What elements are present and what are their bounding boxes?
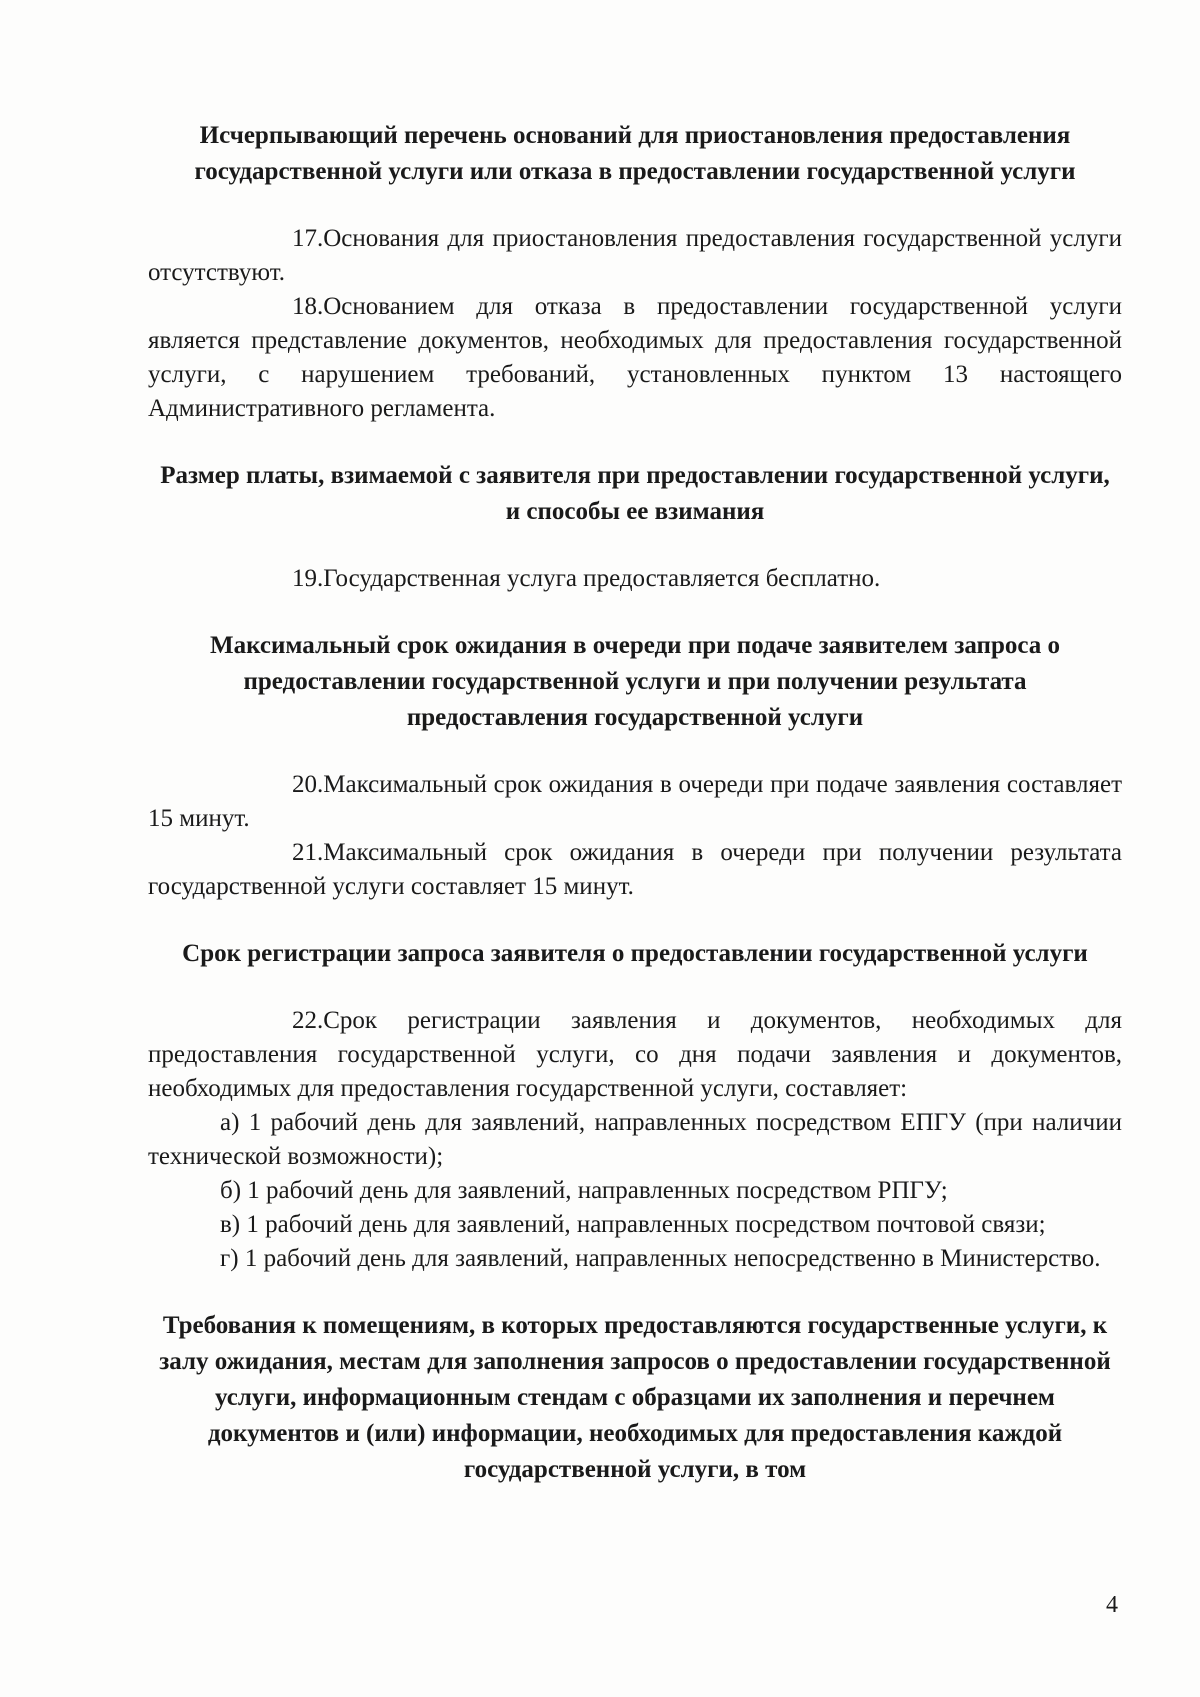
paragraph-number: 17.: [292, 225, 324, 252]
paragraph-21: [148, 836, 1122, 904]
paragraph-text: Максимальный срок ожидания в очереди при получении результата государственной услуги составляет 15 минут.: [148, 839, 1122, 900]
paragraph-text: Основания для приостановления предоставления государственной услуги отсутствуют.: [148, 225, 1122, 286]
paragraph-19: [148, 562, 1122, 596]
paragraph-number: 21.: [292, 839, 324, 866]
paragraph-number: 20.: [292, 771, 324, 798]
section-heading-registration-time: Срок регистрации запроса заявителя о предоставлении государственной услуги: [182, 940, 1088, 967]
paragraph-number: 19.: [292, 565, 324, 592]
paragraph-text: Основанием для отказа в предоставлении государственной услуги является представление документов, необходимых для предоставления государственной услуги, с нарушением требований, установленных пунктом 13 настоящего Административного регламента.: [148, 293, 1122, 422]
document-body: [148, 118, 1122, 1488]
section-heading-suspension-grounds: Исчерпывающий перечень оснований для приостановления предоставления государственной услуги или отказа в предоставлении государственной услуги: [194, 122, 1076, 185]
paragraph-number: 22.: [292, 1007, 324, 1034]
paragraph-22: [148, 1004, 1122, 1106]
section-heading-fee: Размер платы, взимаемой с заявителя при предоставлении государственной услуги, и способы ее взимания: [160, 462, 1110, 525]
paragraph-text: Срок регистрации заявления и документов, необходимых для предоставления государственной услуги, со дня подачи заявления и документов, необходимых для предоставления государственной услуги, составляет:: [148, 1007, 1122, 1102]
paragraph-number: 18.: [292, 293, 324, 320]
subitem-b: б) 1 рабочий день для заявлений, направленных посредством РПГУ;: [220, 1177, 948, 1204]
page-number: 4: [1106, 1592, 1118, 1618]
subitem-v: в) 1 рабочий день для заявлений, направленных посредством почтовой связи;: [220, 1211, 1046, 1238]
section-heading-waiting-time: Максимальный срок ожидания в очереди при подаче заявителем запроса о предоставлении государственной услуги и при получении результата предоставления государственной услуги: [209, 632, 1060, 731]
section-heading-premises-requirements: Требования к помещениям, в которых предоставляются государственные услуги, к залу ожидания, местам для заполнения запросов о предоставлении государственной услуги, информационным стендам с образцами их заполнения и перечнем документов и (или) информации, необходимых для предоставления каждой государственной услуги, в том: [159, 1312, 1111, 1483]
paragraph-text: Максимальный срок ожидания в очереди при подаче заявления составляет 15 минут.: [148, 771, 1122, 832]
paragraph-18: [148, 290, 1122, 426]
paragraph-text: Государственная услуга предоставляется бесплатно.: [323, 565, 881, 592]
paragraph-17: [148, 222, 1122, 290]
subitem-a: а) 1 рабочий день для заявлений, направленных посредством ЕПГУ (при наличии технической возможности);: [148, 1109, 1122, 1170]
subitem-g: г) 1 рабочий день для заявлений, направленных непосредственно в Министерство.: [220, 1245, 1101, 1272]
paragraph-20: [148, 768, 1122, 836]
